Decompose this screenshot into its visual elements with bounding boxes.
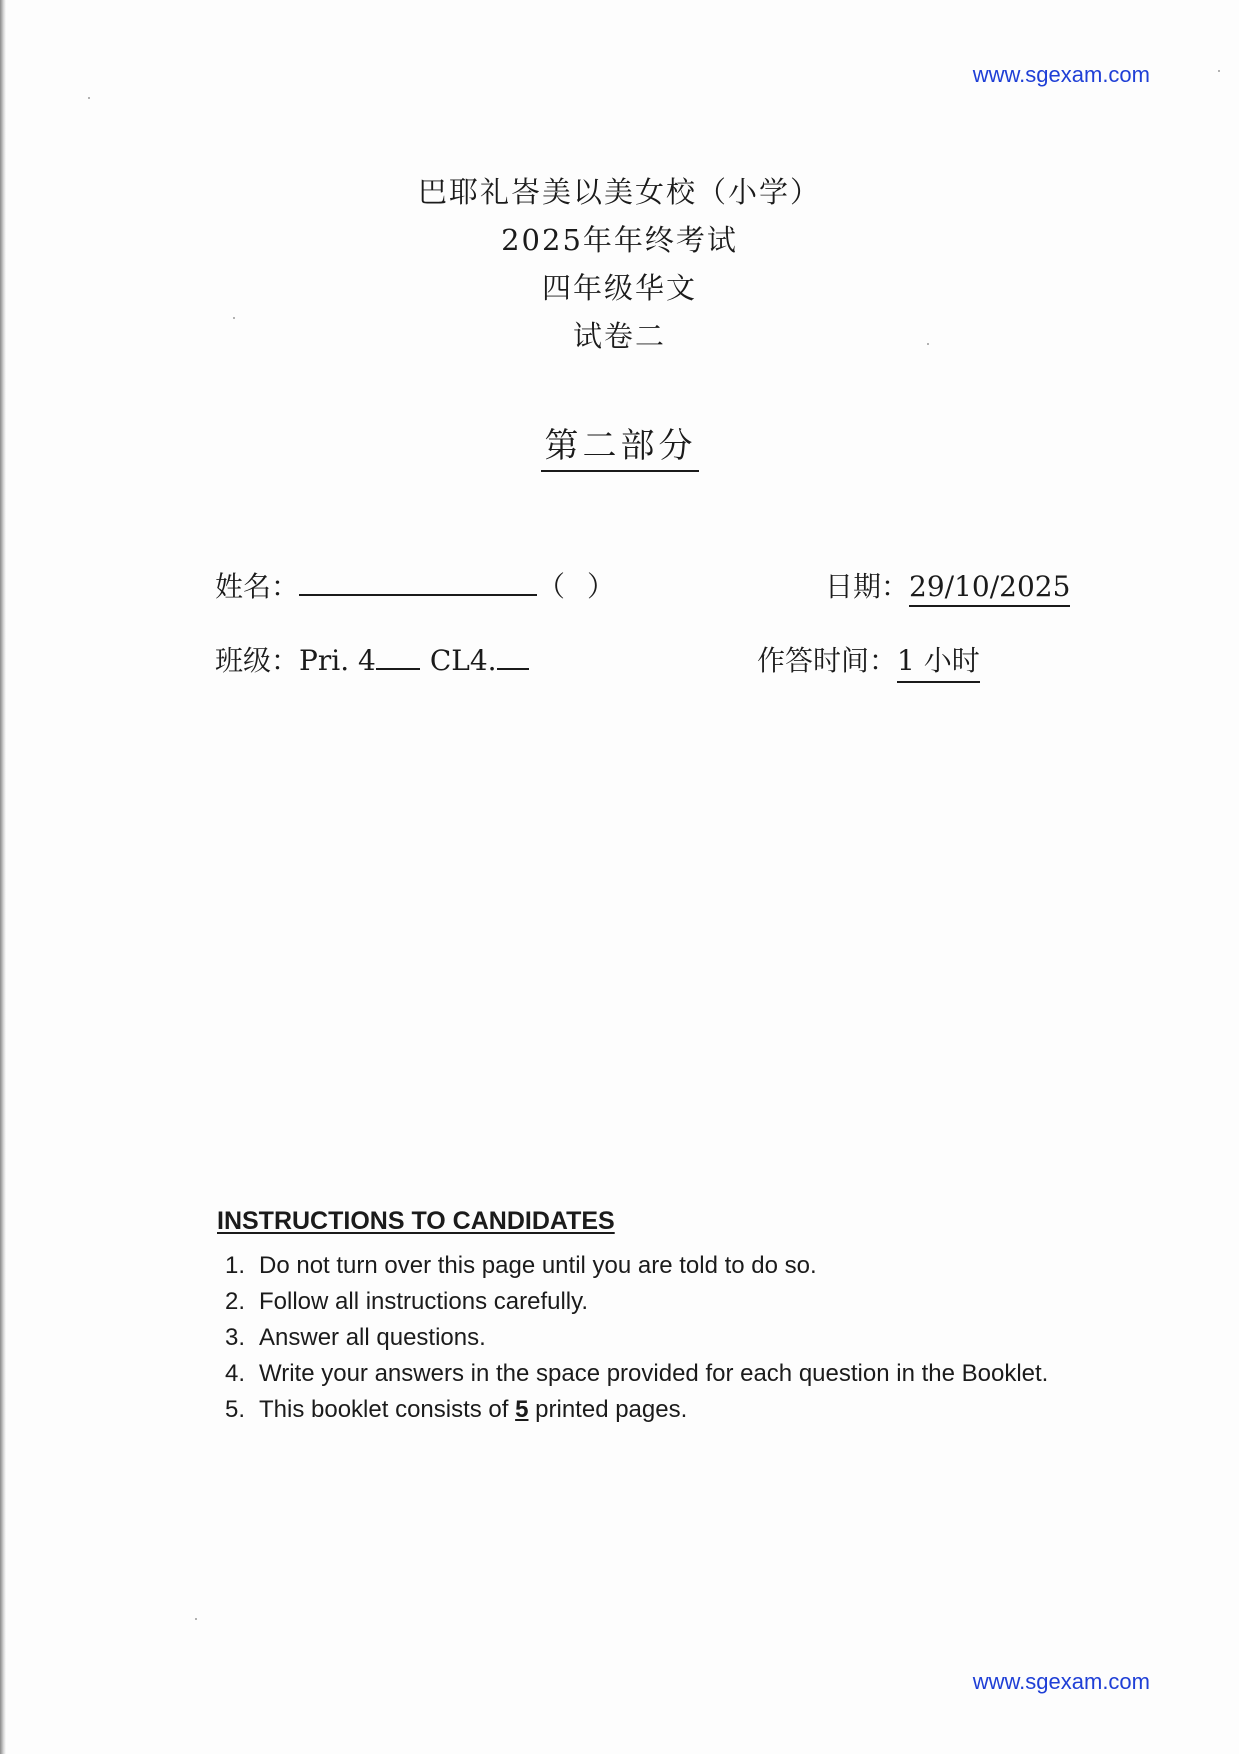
name-label: 姓名： xyxy=(215,570,300,603)
watermark-top: www.sgexam.com xyxy=(972,62,1150,87)
time-label: 作答时间： xyxy=(757,644,898,677)
instruction-text-after: printed pages. xyxy=(528,1396,688,1423)
time-field xyxy=(757,639,980,683)
exam-name: 2025年年终考试 xyxy=(501,223,738,257)
name-field xyxy=(215,565,615,605)
instruction-item xyxy=(217,1320,1048,1356)
class-label: 班级： xyxy=(215,644,300,677)
instructions-title: INSTRUCTIONS TO CANDIDATES xyxy=(217,1207,615,1235)
date-field xyxy=(825,565,1070,607)
instructions-block xyxy=(217,1207,1048,1428)
instruction-number: 1. xyxy=(225,1252,246,1279)
school-name: 巴耶礼峇美以美女校（小学） xyxy=(417,175,821,209)
class-cl-blank[interactable] xyxy=(497,648,529,670)
date-value: 29/10/2025 xyxy=(909,570,1070,607)
class-pri-label: Pri. 4 xyxy=(299,644,376,677)
exam-header xyxy=(0,168,1239,360)
watermark-bottom: www.sgexam.com xyxy=(972,1669,1150,1694)
scan-speck xyxy=(195,1618,197,1620)
scan-speck xyxy=(88,97,90,99)
name-paren-close: ） xyxy=(587,570,616,603)
instruction-item xyxy=(217,1392,1048,1428)
scan-speck xyxy=(927,343,929,345)
name-paren-open: （ xyxy=(537,570,566,603)
page-count: 5 xyxy=(515,1396,529,1423)
instruction-number: 2. xyxy=(225,1288,246,1315)
instruction-number: 3. xyxy=(225,1324,246,1351)
instruction-text: Answer all questions. xyxy=(259,1324,486,1351)
scan-speck xyxy=(1218,70,1220,72)
name-blank[interactable] xyxy=(299,570,537,596)
time-value: 1 小时 xyxy=(897,639,980,683)
scan-speck xyxy=(233,317,235,319)
subject-name: 四年级华文 xyxy=(541,271,697,305)
class-cl-label: CL4. xyxy=(429,644,497,677)
part-title xyxy=(0,418,1239,472)
date-label: 日期： xyxy=(825,570,910,603)
instruction-number: 5. xyxy=(225,1396,246,1423)
class-pri-blank[interactable] xyxy=(376,648,420,670)
instruction-text: Follow all instructions carefully. xyxy=(259,1288,589,1315)
class-field xyxy=(215,639,529,679)
instruction-number: 4. xyxy=(225,1360,246,1387)
instruction-item xyxy=(217,1356,1048,1392)
paper-name: 试卷二 xyxy=(572,319,666,353)
instruction-text: Do not turn over this page until you are told to do so. xyxy=(259,1252,817,1279)
instruction-text-before: This booklet consists of xyxy=(259,1396,516,1423)
instruction-item xyxy=(217,1284,1048,1320)
instruction-item xyxy=(217,1248,1048,1284)
part-title-text: 第二部分 xyxy=(541,418,699,472)
instruction-text: Write your answers in the space provided for each question in the Booklet. xyxy=(259,1360,1049,1387)
